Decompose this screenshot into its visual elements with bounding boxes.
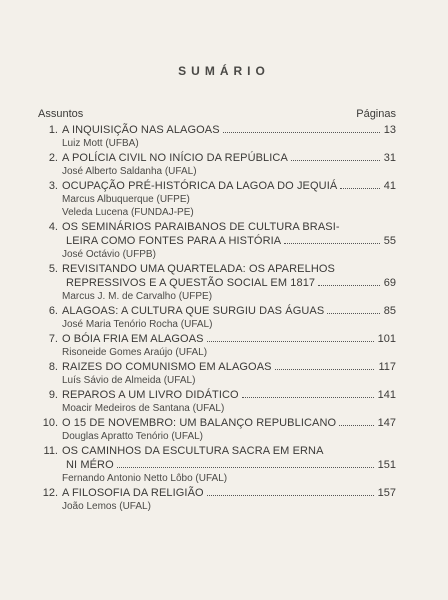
entry-page: 141	[377, 389, 396, 401]
entry-page: 151	[377, 459, 396, 471]
entry-page: 147	[377, 417, 396, 429]
entry-author: Marcus J. M. de Carvalho (UFPE)	[62, 291, 213, 302]
entry-author: Moacir Medeiros de Santana (UFAL)	[62, 403, 225, 414]
entry-page: 117	[378, 361, 396, 373]
toc-entry-line	[38, 151, 396, 165]
entry-page: 13	[383, 124, 396, 136]
toc-entry	[38, 444, 396, 485]
toc-entry	[38, 332, 396, 359]
dot-leader	[223, 132, 380, 133]
entry-page: 101	[377, 333, 396, 345]
toc-entry	[38, 179, 396, 219]
toc-entry-line	[38, 332, 396, 346]
toc-entry-line	[38, 220, 396, 234]
toc-entry	[38, 304, 396, 331]
entry-number: 8.	[48, 361, 58, 373]
dot-leader	[291, 160, 380, 161]
toc-entry-line	[38, 486, 396, 500]
entry-number: 11.	[43, 445, 58, 457]
entry-page: 85	[383, 305, 396, 317]
entry-title-continued: REPRESSIVOS E A QUESTÃO SOCIAL EM 1817	[66, 277, 316, 289]
header-subjects: Assuntos	[38, 108, 84, 120]
entry-author: José Octávio (UFPB)	[62, 249, 156, 260]
toc-entry	[38, 123, 396, 150]
entry-number: 5.	[48, 263, 58, 275]
dot-leader	[275, 369, 375, 370]
dot-leader	[340, 188, 379, 189]
entry-page: 41	[383, 180, 396, 192]
entry-title: ALAGOAS: A CULTURA QUE SURGIU DAS ÁGUAS	[62, 305, 325, 317]
toc-entry	[38, 388, 396, 415]
toc-entry	[38, 151, 396, 178]
entry-author: Luiz Mott (UFBA)	[62, 138, 139, 149]
entry-title: O 15 DE NOVEMBRO: UM BALANÇO REPUBLICANO	[62, 417, 337, 429]
dot-leader	[207, 341, 374, 342]
dot-leader	[117, 467, 374, 468]
entry-title-continued: NI MÉRO	[66, 459, 114, 471]
toc-entry	[38, 220, 396, 261]
entry-number: 6.	[48, 305, 58, 317]
table-of-contents	[38, 123, 396, 514]
dot-leader	[318, 285, 380, 286]
dot-leader	[284, 243, 380, 244]
entry-number: 2.	[48, 152, 58, 164]
entry-page: 31	[383, 152, 396, 164]
entry-title: A POLÍCIA CIVIL NO INÍCIO DA REPÚBLICA	[62, 152, 288, 164]
toc-entry	[38, 416, 396, 443]
entry-author: Fernando Antonio Netto Lôbo (UFAL)	[62, 473, 228, 484]
entry-author: Luís Sávio de Almeida (UFAL)	[62, 375, 196, 386]
entry-author: Marcus Albuquerque (UFPE)	[62, 194, 190, 205]
toc-entry-line	[38, 388, 396, 402]
entry-number: 10.	[42, 417, 58, 429]
entry-number: 9.	[48, 389, 58, 401]
toc-header	[38, 108, 396, 120]
dot-leader	[327, 313, 379, 314]
toc-entry-line	[38, 123, 396, 137]
toc-entry-line	[38, 304, 396, 318]
entry-title-continued: LEIRA COMO FONTES PARA A HISTÓRIA	[66, 235, 282, 247]
entry-author: José Maria Tenório Rocha (UFAL)	[62, 319, 213, 330]
toc-entry	[38, 486, 396, 513]
entry-page: 157	[377, 487, 396, 499]
dot-leader	[207, 495, 374, 496]
entry-author: Veleda Lucena (FUNDAJ-PE)	[62, 207, 194, 218]
toc-entry-line	[38, 444, 396, 458]
toc-entry-line	[38, 276, 396, 290]
toc-entry	[38, 262, 396, 303]
entry-number: 4.	[48, 221, 58, 233]
entry-number: 3.	[48, 180, 58, 192]
entry-author: João Lemos (UFAL)	[62, 501, 151, 512]
entry-title: OS CAMINHOS DA ESCULTURA SACRA EM ERNA	[62, 445, 324, 457]
toc-entry-line	[38, 179, 396, 193]
toc-entry-line	[38, 360, 396, 374]
entry-title: RAIZES DO COMUNISMO EM ALAGOAS	[62, 361, 272, 373]
page-title: SUMÁRIO	[178, 64, 270, 78]
entry-title: OS SEMINÁRIOS PARAIBANOS DE CULTURA BRASI-	[62, 221, 340, 233]
dot-leader	[339, 425, 373, 426]
entry-number: 1.	[48, 124, 58, 136]
entry-author: José Alberto Saldanha (UFAL)	[62, 166, 197, 177]
entry-page: 69	[383, 277, 396, 289]
entry-title: A FILOSOFIA DA RELIGIÃO	[62, 487, 204, 499]
toc-entry-line	[38, 458, 396, 472]
dot-leader	[242, 397, 374, 398]
entry-title: REPAROS A UM LIVRO DIDÁTICO	[62, 389, 239, 401]
entry-number: 7.	[48, 333, 58, 345]
entry-title: A INQUISIÇÃO NAS ALAGOAS	[62, 124, 220, 136]
header-pages: Páginas	[356, 108, 396, 120]
entry-author: Risoneide Gomes Araújo (UFAL)	[62, 347, 208, 358]
entry-title: REVISITANDO UMA QUARTELADA: OS APARELHOS	[62, 263, 335, 275]
entry-author: Douglas Apratto Tenório (UFAL)	[62, 431, 204, 442]
entry-title: OCUPAÇÃO PRÉ-HISTÓRICA DA LAGOA DO JEQUIÁ	[62, 180, 338, 192]
toc-entry-line	[38, 416, 396, 430]
entry-title: O BÓIA FRIA EM ALAGOAS	[62, 333, 204, 345]
toc-entry	[38, 360, 396, 387]
entry-number: 12.	[42, 487, 58, 499]
toc-entry-line	[38, 262, 396, 276]
toc-entry-line	[38, 234, 396, 248]
entry-page: 55	[383, 235, 396, 247]
